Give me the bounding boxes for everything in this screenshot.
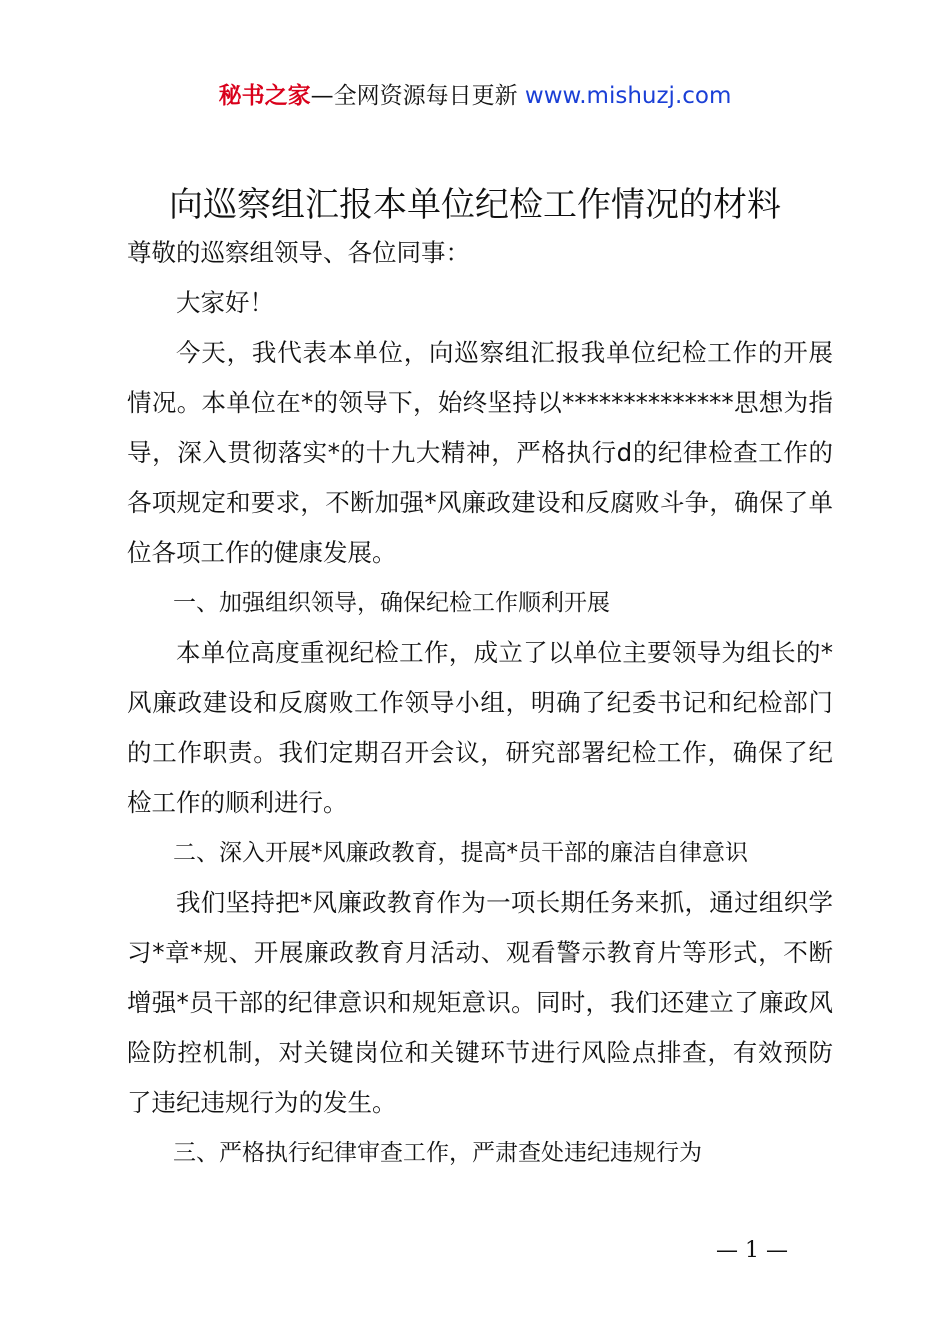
page-number: — 1 — (716, 1238, 788, 1263)
section-1-paragraph: 本单位高度重视纪检工作，成立了以单位主要领导为组长的*风廉政建设和反腐败工作领导小组，明确了纪委书记和纪检部门的工作职责。我们定期召开会议，研究部署纪检工作，确保了纪检工作的顺利进行。 (127, 638, 833, 817)
section-3-heading: 三、严格执行纪律审查工作，严肃查处违纪违规行为 (173, 1140, 702, 1166)
greeting: 大家好！ (176, 288, 274, 317)
section-1-heading: 一、加强组织领导，确保纪检工作顺利开展 (173, 590, 610, 616)
header-tagline: —全网资源每日更新 (310, 83, 525, 109)
intro-paragraph: 今天，我代表本单位，向巡察组汇报我单位纪检工作的开展情况。本单位在*的领导下，始终坚持以**************思想为指导，深入贯彻落实*的十九大精神，严格执行d的纪律检查工作的各项规定和要求，不断加强*风廉政建设和反腐败斗争，确保了单位各项工作的健康发展。 (127, 338, 833, 567)
document-body (127, 228, 833, 1178)
section-2-heading: 二、深入开展*风廉政教育，提高*员干部的廉洁自律意识 (173, 840, 748, 866)
brand-name: 秘书之家 (218, 83, 311, 109)
document-title: 向巡察组汇报本单位纪检工作情况的材料 (169, 185, 781, 225)
site-url-link[interactable]: www.mishuzj.com (524, 83, 732, 109)
section-2-paragraph: 我们坚持把*风廉政教育作为一项长期任务来抓，通过组织学习*章*规、开展廉政教育月活动、观看警示教育片等形式，不断增强*员干部的纪律意识和规矩意识。同时，我们还建立了廉政风险防控机制，对关键岗位和关键环节进行风险点排查，有效预防了违纪违规行为的发生。 (127, 888, 833, 1117)
site-header (0, 80, 950, 112)
salutation: 尊敬的巡察组领导、各位同事： (127, 238, 470, 267)
